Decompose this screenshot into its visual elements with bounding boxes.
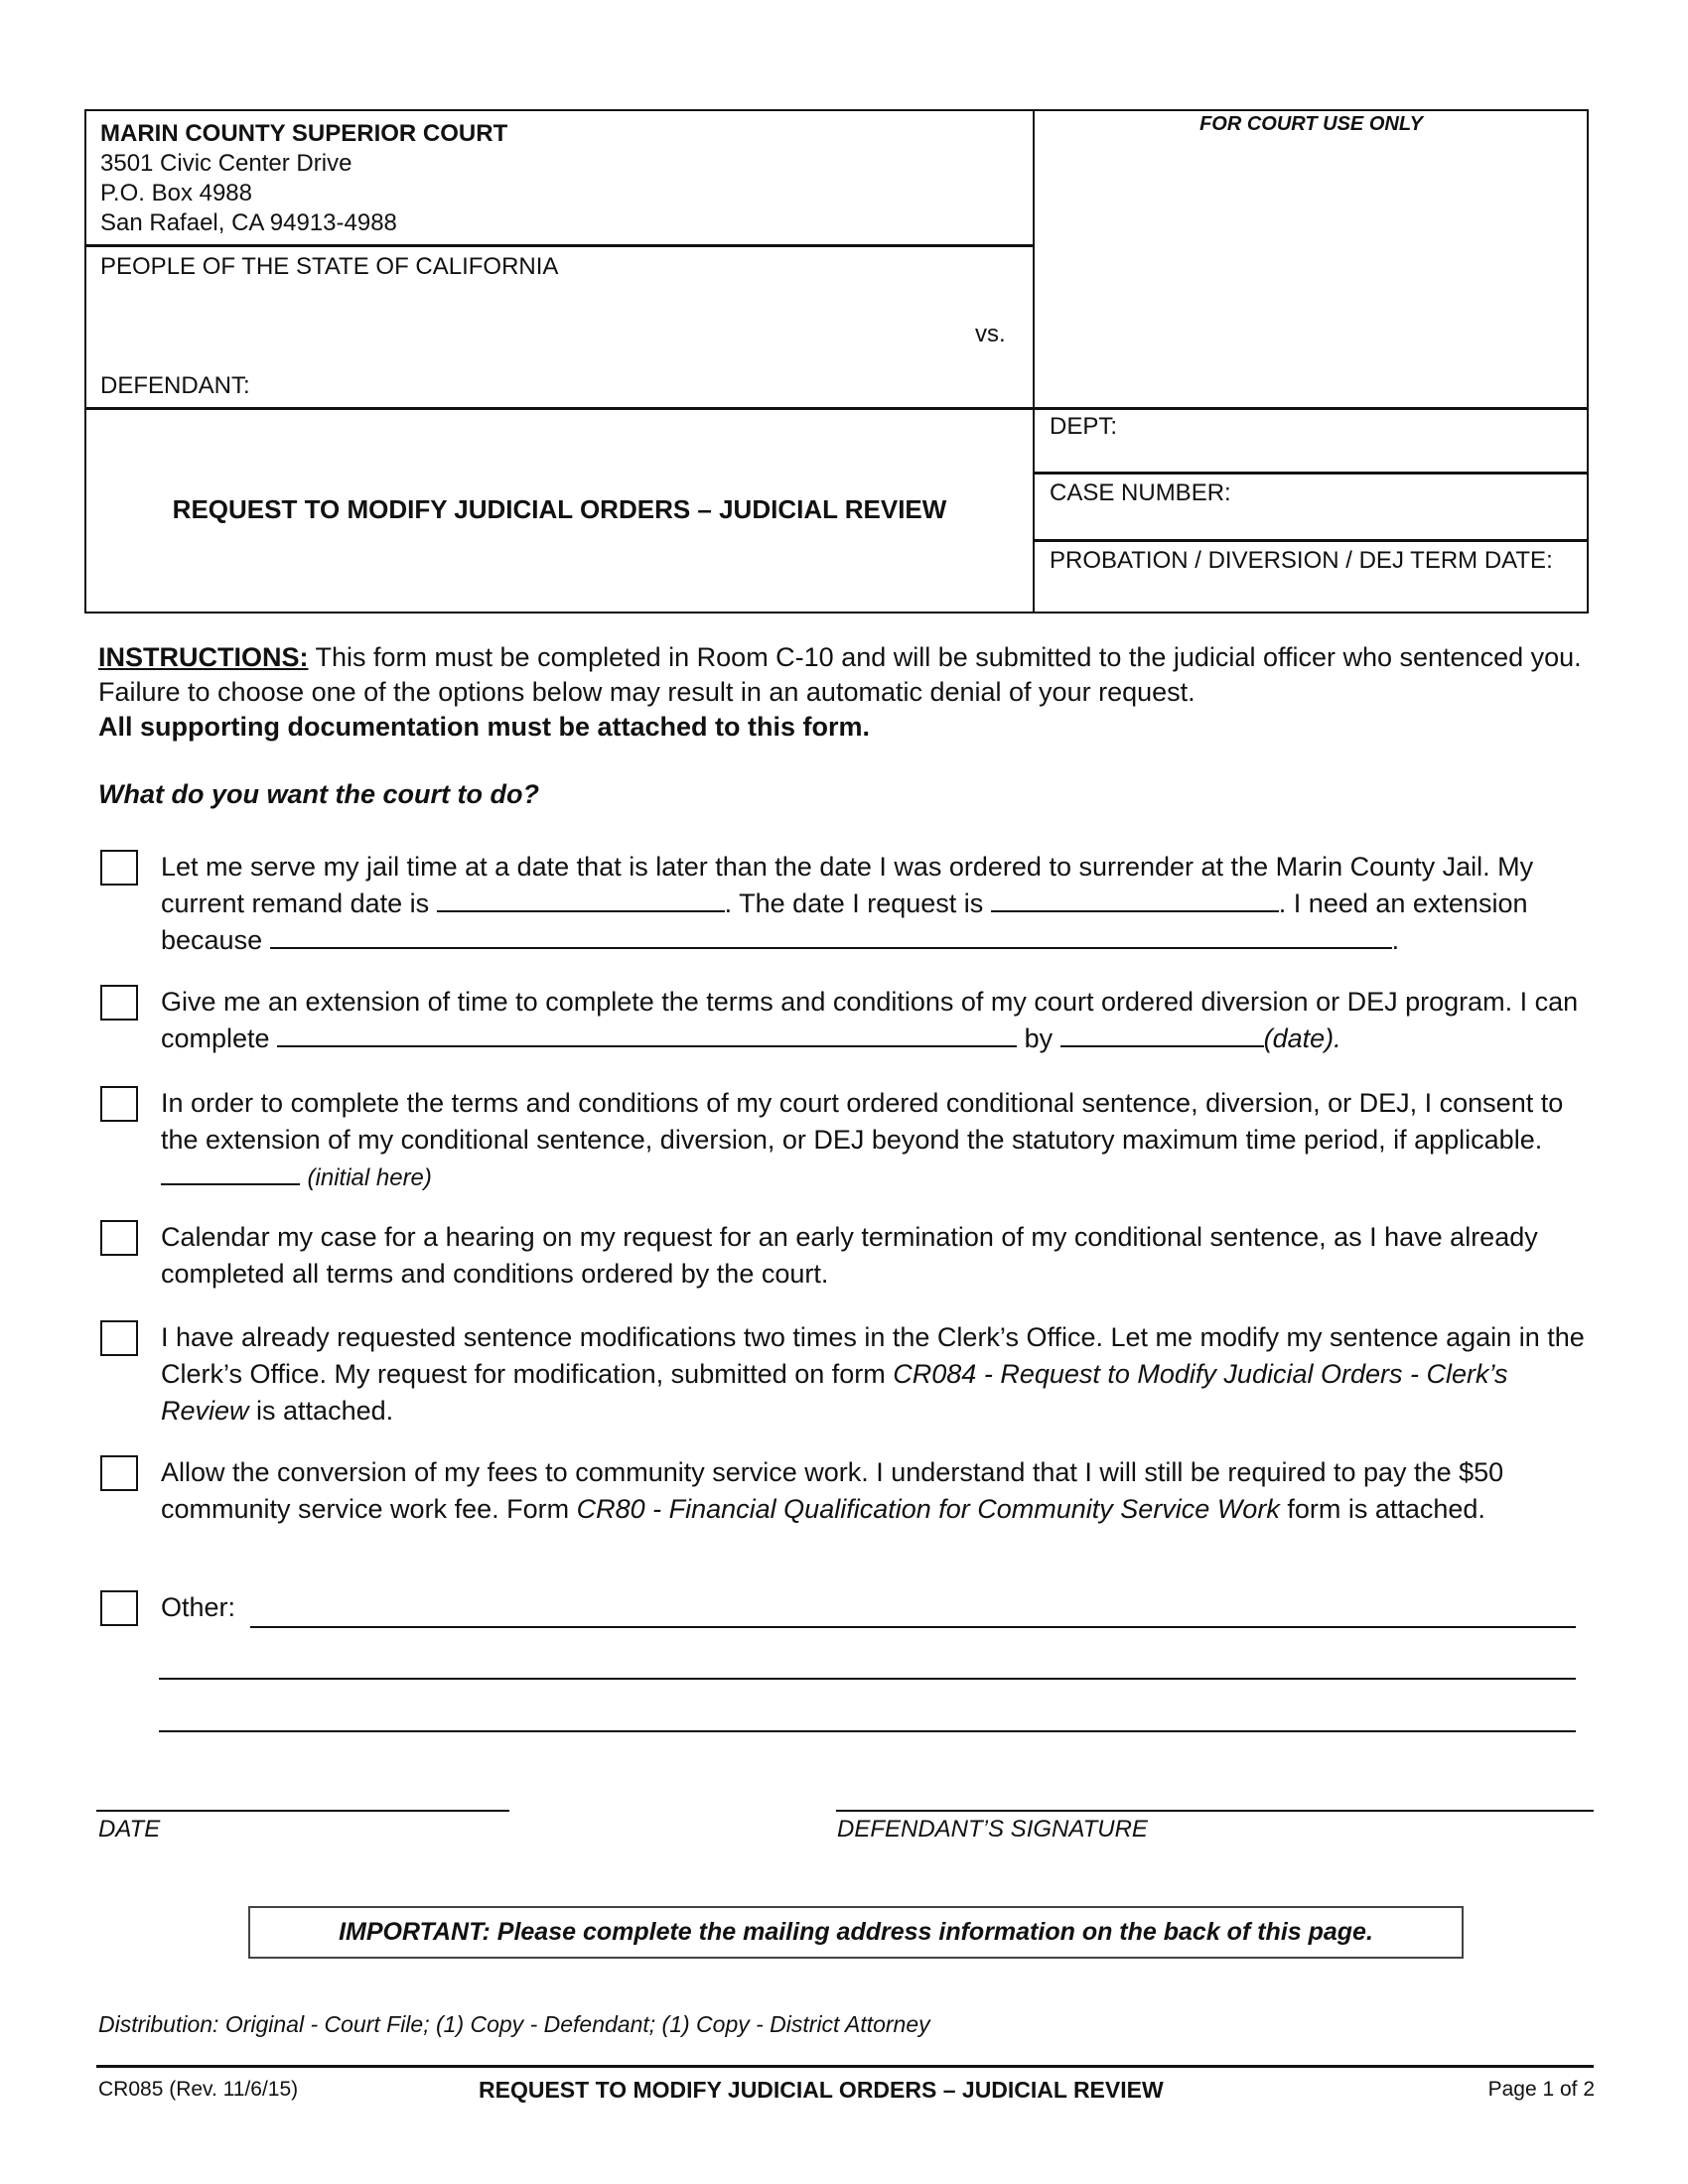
option-text: Allow the conversion of my fees to community service work. I understand that I will still be required to pay the $50 community service work fee. Form bbox=[161, 1457, 1504, 1524]
footer-rule bbox=[96, 2065, 1594, 2068]
footer-title: REQUEST TO MODIFY JUDICIAL ORDERS – JUDICIAL REVIEW bbox=[479, 2077, 1164, 2103]
divider bbox=[1033, 111, 1035, 613]
option-4-checkbox[interactable] bbox=[100, 1220, 138, 1256]
option-6-checkbox[interactable] bbox=[100, 1455, 138, 1491]
signature-field[interactable] bbox=[836, 1810, 1594, 1812]
date-label: DATE bbox=[98, 1816, 161, 1843]
option-1-text bbox=[161, 849, 1591, 959]
term-date-field[interactable]: PROBATION / DIVERSION / DEJ TERM DATE: bbox=[1050, 547, 1553, 574]
court-address-2: P.O. Box 4988 bbox=[100, 180, 252, 206]
option-text: . bbox=[1391, 925, 1400, 955]
option-other-checkbox[interactable] bbox=[100, 1590, 138, 1626]
option-3-checkbox[interactable] bbox=[100, 1086, 138, 1122]
divider bbox=[1035, 472, 1588, 475]
initial-field[interactable] bbox=[161, 1161, 300, 1185]
case-number-field[interactable]: CASE NUMBER: bbox=[1050, 479, 1231, 506]
date-field[interactable] bbox=[96, 1810, 509, 1812]
extension-reason-field[interactable] bbox=[270, 925, 1392, 949]
option-text: is attached. bbox=[248, 1396, 394, 1426]
other-field-line-3[interactable] bbox=[159, 1730, 1576, 1732]
distribution: Distribution: Original - Court File; (1) Copy - Defendant; (1) Copy - District Attorney bbox=[98, 2011, 930, 2037]
important-notice: IMPORTANT: Please complete the mailing address information on the back of this page. bbox=[248, 1906, 1464, 1959]
other-field-line-2[interactable] bbox=[159, 1678, 1576, 1680]
option-text: In order to complete the terms and conditions of my court ordered conditional sentence, diversion, or DEJ, I consent to the extension of my conditional sentence, diversion, or DEJ beyond the statutory maximum time period, if applicable. bbox=[161, 1088, 1564, 1155]
option-text: (initial here) bbox=[307, 1164, 432, 1191]
option-5-text bbox=[161, 1319, 1591, 1430]
footer-form-id: CR085 (Rev. 11/6/15) bbox=[98, 2078, 299, 2101]
divider bbox=[1035, 539, 1588, 542]
plaintiff: PEOPLE OF THE STATE OF CALIFORNIA bbox=[100, 253, 559, 280]
complete-by-date-field[interactable] bbox=[1060, 1024, 1264, 1047]
court-address-3: San Rafael, CA 94913-4988 bbox=[100, 209, 397, 236]
divider bbox=[86, 407, 1588, 410]
instructions-label: INSTRUCTIONS: bbox=[98, 642, 309, 672]
option-text: (date). bbox=[1263, 1024, 1341, 1053]
option-text: . I need an extension because bbox=[161, 888, 1528, 955]
court-address-1: 3501 Civic Center Drive bbox=[100, 150, 352, 177]
court-name: MARIN COUNTY SUPERIOR COURT bbox=[100, 120, 508, 147]
footer-page: Page 1 of 2 bbox=[1487, 2078, 1595, 2101]
option-text: . The date I request is bbox=[724, 888, 991, 918]
option-4-text: Calendar my case for a hearing on my request for an early termination of my conditional sentence, as I have already completed all terms and conditions ordered by the court. bbox=[161, 1222, 1538, 1289]
instructions-text: This form must be completed in Room C-10 and will be submitted to the judicial officer who sentenced you. Failure to choose one of the options below may result in an automatic denial of your request. bbox=[98, 642, 1582, 707]
option-text: I have already requested sentence modifications two times in the Clerk’s Office. Let me modify my sentence again in the Clerk’s Office. My request for modification, submitted on form bbox=[161, 1322, 1585, 1389]
option-5-checkbox[interactable] bbox=[100, 1320, 138, 1356]
option-text: form is attached. bbox=[1279, 1494, 1485, 1524]
instructions bbox=[98, 640, 1588, 745]
requested-date-field[interactable] bbox=[991, 888, 1279, 912]
option-text: Give me an extension of time to complete the terms and conditions of my court ordered diversion or DEJ program. I can complete bbox=[161, 987, 1579, 1053]
instructions-bold: All supporting documentation must be attached to this form. bbox=[98, 712, 871, 742]
option-6-text bbox=[161, 1454, 1591, 1528]
form-reference: CR80 - Financial Qualification for Community Service Work bbox=[576, 1494, 1280, 1524]
option-3-text bbox=[161, 1085, 1591, 1196]
defendant-label: DEFENDANT: bbox=[100, 372, 250, 399]
option-text: by bbox=[1017, 1024, 1060, 1053]
divider bbox=[86, 244, 1035, 247]
option-2-text bbox=[161, 984, 1591, 1057]
option-1-checkbox[interactable] bbox=[100, 850, 138, 886]
dept-field[interactable]: DEPT: bbox=[1050, 413, 1118, 440]
court-use-label: FOR COURT USE ONLY bbox=[1199, 113, 1423, 135]
form-title: REQUEST TO MODIFY JUDICIAL ORDERS – JUDICIAL REVIEW bbox=[172, 494, 947, 524]
option-other-label: Other: bbox=[161, 1592, 236, 1622]
other-field-line-1[interactable] bbox=[250, 1626, 1576, 1628]
option-2-checkbox[interactable] bbox=[100, 985, 138, 1021]
signature-label: DEFENDANT’S SIGNATURE bbox=[837, 1816, 1148, 1843]
complete-what-field[interactable] bbox=[277, 1024, 1017, 1047]
form-reference: CR084 - Request to Modify Judicial Orders - Clerk’s Review bbox=[161, 1359, 1508, 1426]
option-text: Let me serve my jail time at a date that is later than the date I was ordered to surrender at the Marin County Jail. My current remand date is bbox=[161, 852, 1534, 918]
question: What do you want the court to do? bbox=[98, 779, 539, 809]
remand-date-field[interactable] bbox=[437, 888, 725, 912]
vs-label: vs. bbox=[975, 321, 1006, 347]
caption-table bbox=[84, 109, 1589, 614]
